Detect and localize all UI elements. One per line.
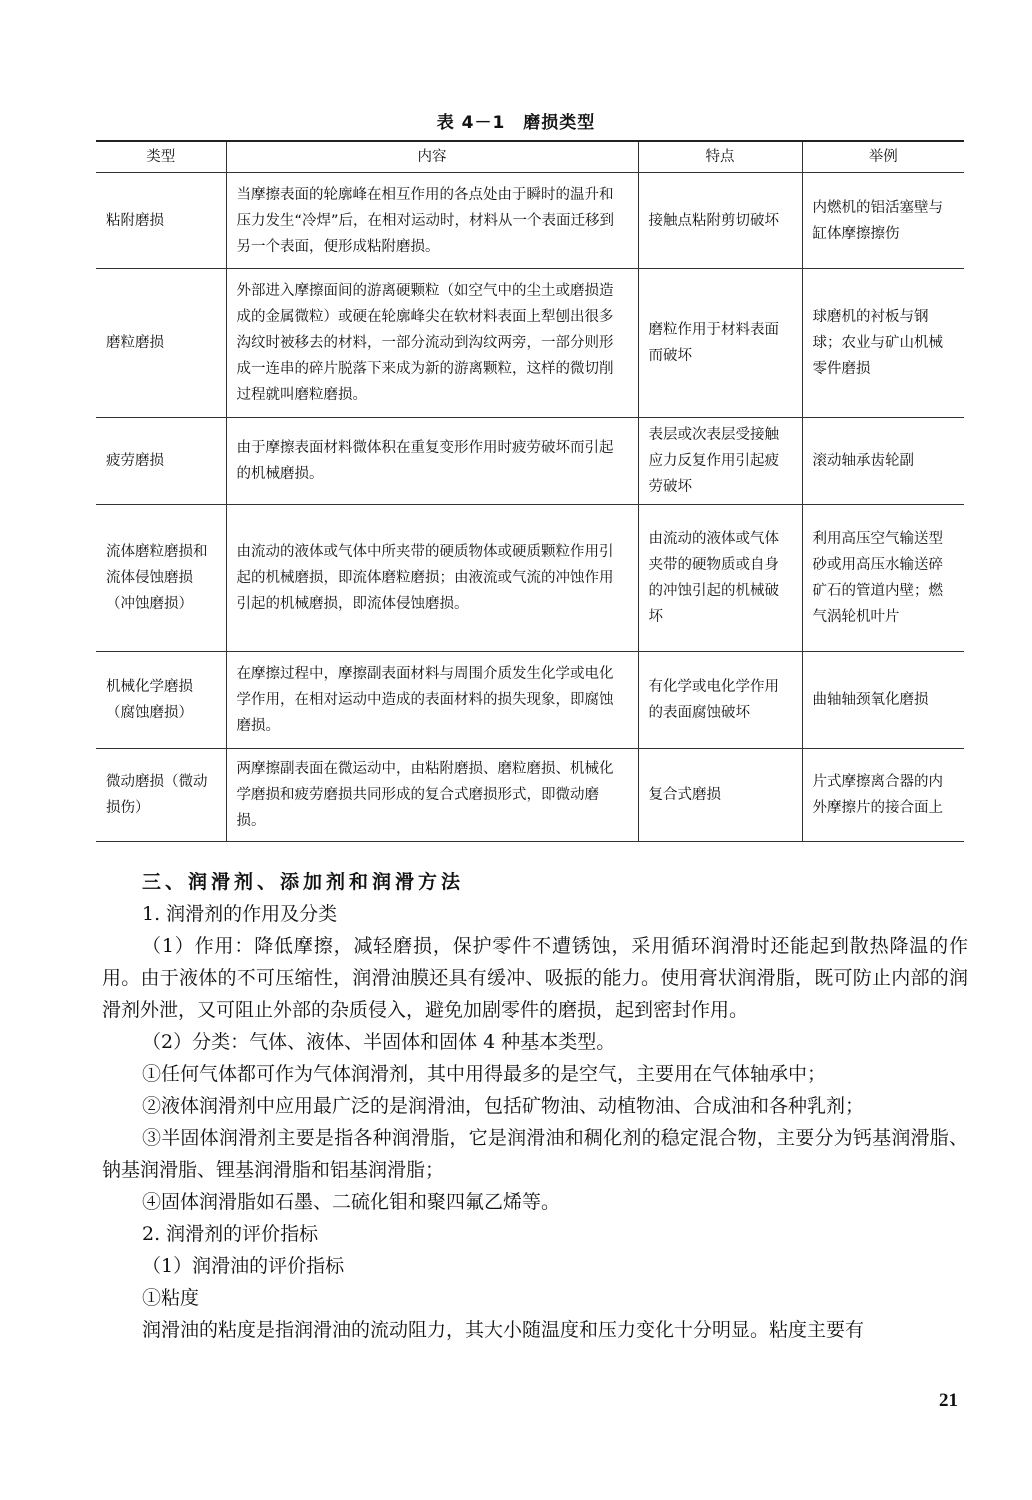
cell-type: 流体磨粒磨损和流体侵蚀磨损（冲蚀磨损） — [96, 505, 226, 652]
paragraph: 润滑油的粘度是指润滑油的流动阻力，其大小随温度和压力变化十分明显。粘度主要有 — [142, 1319, 865, 1341]
table-row — [96, 652, 964, 749]
cell-type: 微动磨损（微动损伤） — [96, 749, 226, 842]
cell-feature: 磨粒作用于材料表面而破坏 — [638, 269, 802, 418]
header-content: 内容 — [226, 141, 638, 173]
table-row — [96, 418, 964, 505]
header-feature: 特点 — [638, 141, 802, 173]
cell-example: 曲轴轴颈氧化磨损 — [802, 652, 964, 749]
paragraph: （2）分类：气体、液体、半固体和固体 4 种基本类型。 — [142, 1031, 616, 1053]
list-item: ③半固体润滑剂主要是指各种润滑脂，它是润滑油和稠化剂的稳定混合物，主要分为钙基润滑脂、钠基润滑脂、锂基润滑脂和铝基润滑脂； — [102, 1127, 968, 1181]
subheading: 2. 润滑剂的评价指标 — [142, 1223, 319, 1245]
page-number: 21 — [939, 1390, 958, 1411]
header-type: 类型 — [96, 141, 226, 173]
cell-type: 机械化学磨损（腐蚀磨损） — [96, 652, 226, 749]
cell-type: 疲劳磨损 — [96, 418, 226, 505]
cell-content: 由于摩擦表面材料微体积在重复变形作用时疲劳破坏而引起的机械磨损。 — [226, 418, 638, 505]
paragraph: （1）作用：降低摩擦，减轻磨损，保护零件不遭锈蚀，采用循环润滑时还能起到散热降温的作用。由于液体的不可压缩性，润滑油膜还具有缓冲、吸振的能力。使用膏状润滑脂，既可防止内部的润滑剂外泄，又可阻止外部的杂质侵入，避免加剧零件的磨损，起到密封作用。 — [102, 935, 968, 1021]
table-title: 表 4－1 磨损类型 — [436, 113, 596, 133]
list-item: ①任何气体都可作为气体润滑剂，其中用得最多的是空气，主要用在气体轴承中； — [142, 1063, 827, 1085]
cell-example: 球磨机的衬板与钢球；农业与矿山机械零件磨损 — [802, 269, 964, 418]
section-heading: 三、润滑剂、添加剂和润滑方法 — [142, 871, 465, 893]
table-row — [96, 749, 964, 842]
subheading: （1）润滑油的评价指标 — [142, 1255, 345, 1277]
cell-content: 由流动的液体或气体中所夹带的硬质物体或硬质颗粒作用引起的机械磨损，即流体磨粒磨损；由液流或气流的冲蚀作用引起的机械磨损，即流体侵蚀磨损。 — [226, 505, 638, 652]
cell-feature: 复合式磨损 — [638, 749, 802, 842]
table-row — [96, 173, 964, 269]
cell-example: 利用高压空气输送型砂或用高压水输送碎矿石的管道内壁；燃气涡轮机叶片 — [802, 505, 964, 652]
body-text — [102, 866, 968, 1346]
wear-types-table — [96, 140, 964, 842]
subheading: 1. 润滑剂的作用及分类 — [142, 903, 338, 925]
cell-feature: 有化学或电化学作用的表面腐蚀破坏 — [638, 652, 802, 749]
table-header-row — [96, 141, 964, 173]
cell-type: 磨粒磨损 — [96, 269, 226, 418]
table-row — [96, 505, 964, 652]
header-example: 举例 — [802, 141, 964, 173]
cell-content: 外部进入摩擦面间的游离硬颗粒（如空气中的尘土或磨损造成的金属微粒）或硬在轮廓峰尖在软材料表面上犁刨出很多沟纹时被移去的材料，一部分流动到沟纹两旁，一部分则形成一连串的碎片脱落下来成为新的游离颗粒，这样的微切削过程就叫磨粒磨损。 — [226, 269, 638, 418]
cell-type: 粘附磨损 — [96, 173, 226, 269]
cell-feature: 由流动的液体或气体夹带的硬物质或自身的冲蚀引起的机械破坏 — [638, 505, 802, 652]
cell-example: 滚动轴承齿轮副 — [802, 418, 964, 505]
cell-content: 在摩擦过程中，摩擦副表面材料与周围介质发生化学或电化学作用，在相对运动中造成的表面材料的损失现象，即腐蚀磨损。 — [226, 652, 638, 749]
list-item: ②液体润滑剂中应用最广泛的是润滑油，包括矿物油、动植物油、合成油和各种乳剂； — [142, 1095, 865, 1117]
table-row — [96, 269, 964, 418]
cell-feature: 表层或次表层受接触应力反复作用引起疲劳破坏 — [638, 418, 802, 505]
list-item: ④固体润滑脂如石墨、二硫化钼和聚四氟乙烯等。 — [142, 1191, 561, 1213]
cell-example: 片式摩擦离合器的内外摩擦片的接合面上 — [802, 749, 964, 842]
subheading: ①粘度 — [142, 1287, 200, 1309]
cell-content: 当摩擦表面的轮廓峰在相互作用的各点处由于瞬时的温升和压力发生“冷焊”后，在相对运动时，材料从一个表面迁移到另一个表面，便形成粘附磨损。 — [226, 173, 638, 269]
cell-example: 内燃机的铝活塞壁与缸体摩擦擦伤 — [802, 173, 964, 269]
cell-feature: 接触点粘附剪切破坏 — [638, 173, 802, 269]
cell-content: 两摩擦副表面在微运动中，由粘附磨损、磨粒磨损、机械化学磨损和疲劳磨损共同形成的复合式磨损形式，即微动磨损。 — [226, 749, 638, 842]
